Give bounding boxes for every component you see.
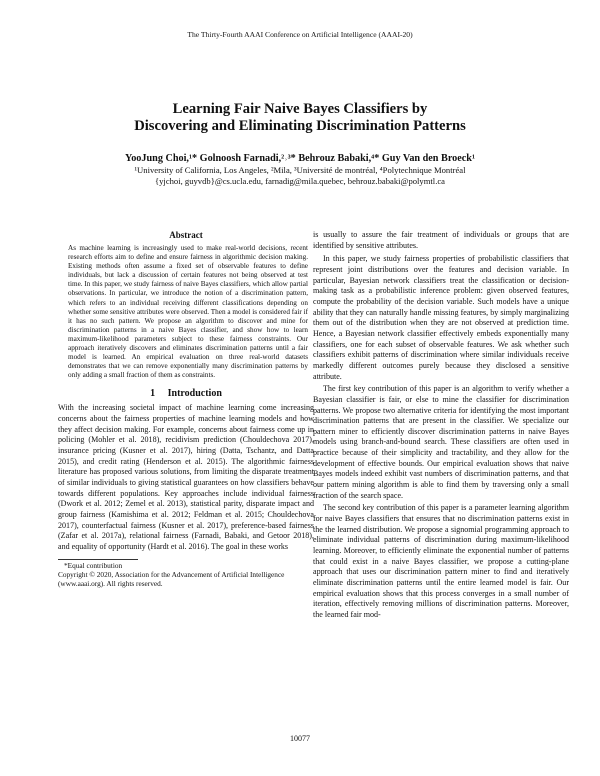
left-column xyxy=(58,230,314,588)
footnote-equal-contribution: *Equal contribution xyxy=(64,560,123,570)
right-paragraph-2: The first key contribution of this paper is an algorithm to verify whether a Bayesian classifier is fair, or else to mine the classifier for discrimination patterns. We propose two alternative criteria for identifying the most important discrimination patterns that are present in the classifier. We specialize our pattern miner to efficiently discover discrimination patterns in naive Bayes models using branch-and-bound search. These classifiers are often used in practice because of their simplicity and tractability, and they allow for the development of effective bounds. Our empirical evaluation shows that naive Bayes models indeed exhibit vast numbers of discrimination patterns, and that our pattern mining algorithm is able to find them by traversing only a small fraction of the search space. xyxy=(313,384,569,500)
right-column xyxy=(313,230,569,621)
author-block xyxy=(0,153,600,188)
page-number: 10077 xyxy=(290,734,310,743)
title-line-2: Discovering and Eliminating Discrimination Patterns xyxy=(134,118,466,134)
intro-paragraph-1: With the increasing societal impact of machine learning come increasing concerns about the fairness properties of machine learning models and how they affect decision making. For example, concerns about fairness come up in policing (Mohler et al. 2018), recidivism prediction (Chouldechova 2017), insurance pricing (Kusner et al. 2017), hiring (Datta, Tschantz, and Datta 2015), and credit rating (Henderson et al. 2015). The algorithmic fairness literature has proposed various solutions, from limiting the disparate treatment of similar individuals to giving statistical guarantees on how classifiers behave towards different populations. Key approaches include individual fairness (Dwork et al. 2012; Zemel et al. 2013), statistical parity, disparate impact and group fairness (Kamishima et al. 2012; Feldman et al. 2015; Chouldechova 2017), counterfactual fairness (Kusner et al. 2017), preference-based fairness (Zafar et al. 2017a), relational fairness (Farnadi, Babaki, and Getoor 2018), and equality of opportunity (Hardt et al. 2016). The goal in these works xyxy=(58,403,314,551)
author-emails: {yjchoi, guyvdb}@cs.ucla.edu, farnadig@mila.quebec, behrouz.babaki@polymtl.ca xyxy=(155,176,445,186)
footnote-rule xyxy=(58,559,138,560)
right-paragraph-0: is usually to assure the fair treatment of individuals or groups that are identified by sensitive attributes. xyxy=(313,230,569,250)
paper-title xyxy=(0,101,600,135)
copyright-notice: Copyright © 2020, Association for the Advancement of Artificial Intelligence (www.aaai.org). All rights reserved. xyxy=(58,569,285,588)
conference-header: The Thirty-Fourth AAAI Conference on Artificial Intelligence (AAAI-20) xyxy=(187,30,413,39)
right-paragraph-3: The second key contribution of this paper is a parameter learning algorithm for naive Bayes classifiers that ensures that no discrimination patterns exist in the the learned distribution. We propose a signomial programming approach to eliminate individual patterns of discrimination during maximum-likelihood learning. Moreover, to efficiently eliminate the exponential number of patterns that could exist in a naive Bayes classifier, we propose a cutting-plane approach that uses our discrimination pattern miner to find and iteratively eliminate discrimination patterns until the entire learned model is fair. Our empirical evaluation shows that this process converges in a small number of iteration, effectively removing millions of discrimination patterns. Moreover, the learned fair mod- xyxy=(313,503,569,619)
right-paragraph-1: In this paper, we study fairness properties of probabilistic classifiers that represent joint distributions over the features and decision variable. In particular, Bayesian network classifiers treat the classification or decision-making task as a probabilistic inference problem: given observed features, compute the probability of the decision variable. Such models have a unique ability that they can naturally handle missing features, by simply marginalizing them out of the distribution when they are not observed at prediction time. Hence, a Bayesian network classifier effectively embeds exponentially many classifiers, one for each subset of observable features. We ask whether such classifiers exhibit patterns of discrimination where similar individuals receive markedly different outcomes purely because they disclosed a sensitive attribute. xyxy=(313,254,569,381)
affiliations: ¹University of California, Los Angeles, ²Mila, ³Université de montréal, ⁴Polytechnique Montréal xyxy=(134,164,466,175)
abstract-heading: Abstract xyxy=(169,230,203,240)
author-names: YooJung Choi,¹* Golnoosh Farnadi,²˒³* Behrouz Babaki,⁴* Guy Van den Broeck¹ xyxy=(124,153,476,164)
abstract-text: As machine learning is increasingly used to make real-world decisions, recent research efforts aim to define and ensure fairness in algorithmic decision making. Existing methods often assume a fixed set of observable features to define individuals, but lack a discussion of certain features not being observed at test time. In this paper, we study fairness of naive Bayes classifiers, which allow partial observations. In particular, we introduce the notion of a discrimination pattern, which refers to an individual receiving different classifications depending on whether some sensitive attributes were observed. Then a model is considered fair if it has no such pattern. We propose an algorithm to discover and mine for discrimination patterns in a naive Bayes classifier, and show how to learn maximum-likelihood parameters subject to these fairness constraints. Our approach iteratively discovers and eliminates discrimination patterns until a fair model is learned. An empirical evaluation on three real-world datasets demonstrates that we can remove exponentially many discrimination patterns by only adding a small fraction of them as constraints. xyxy=(68,244,308,380)
introduction-heading: 1 Introduction xyxy=(150,388,222,400)
title-line-1: Learning Fair Naive Bayes Classifiers by xyxy=(172,101,428,117)
